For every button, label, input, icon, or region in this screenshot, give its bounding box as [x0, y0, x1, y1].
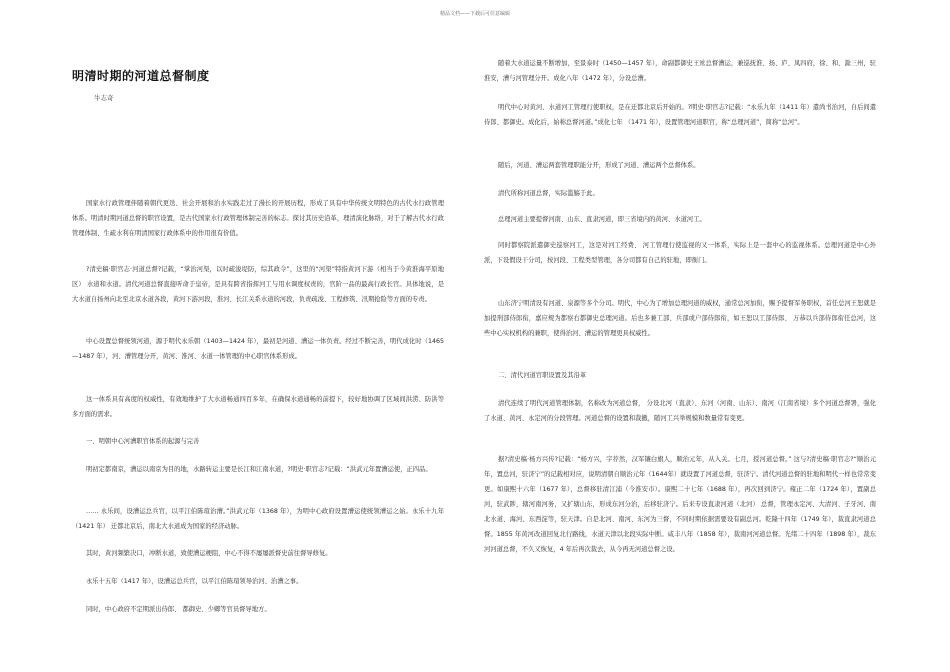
paragraph-yongle: …… 永乐间，设漕运总兵官，以平江伯陈瑄治漕。”洪武元年（1368 年），为明中心政府设置漕运使统领漕运之始。永乐十九年（1421 年） 迁都北京后，南北大水道成为国家的经济动脉。: [72, 508, 444, 530]
paragraph-yellow-river: 其时，黄河频繁决口，冲断水道，致使漕运梗阻，中心不得不屡屡派督史前往督导修复。: [86, 550, 332, 557]
paragraph-chen-xuan: 永乐十五年（1417 年），设漕运总兵官，以平江伯陈瑄领导治河、治漕之事。: [86, 578, 303, 585]
paragraph-two-systems: 随后，河道、漕运两套管理职能分开，形成了河道、漕运两个总督体系。: [498, 162, 700, 169]
paragraph-jining: 山东济宁明清设有河道、泉源等多个分司。明代，中心为了增加总理河道的威权，通常总河加衔，赐予提督军务职权，首任总河王恕就是加提刑部侍郎衔，嘉应规为都察右都御史总理河道。后也多兼工部、兵部或户部侍郎衔，如王恕以工部侍郎、 万恭以兵部侍郎衔任总河，这些中心实权机构的兼职，使得治河、漕运的管理更具权威性。: [484, 300, 876, 337]
article-author: 牛志奇: [94, 94, 114, 102]
paragraph-yang-fangxing: 据?清史稿·杨方兴传?记载：“杨方兴，字荐然，汉军镶白旗人，顺治元年，从入关。七月，授河道总督。” 这与?清史稿·职官志?“顺治元年，置总河，驻济宁”的记载相对应，说明清朝自顺治元年（1644年）就设置了河道总督，驻济宁。清代河道总督的驻地和明代一样也常常变更。如康熙十六年（1677 年），总督移驻清江浦（今淮安市）。康熙二十七年（1688 年），再次回到济宁。雍正二年（1724 年），置副总河，驻武陟，辖河南河务，又扩辖山东，形成东河分治，后移驻济宁。后来专设直隶河道（北河） 总督，管理永定河、大清河、子牙河、南北水道、海河、东西淀等，驻天津。自是北河、南河、东河为三督，不同时期依据需要设有副总河。乾隆十四年（1749 年），裁直隶河道总督。1855 年黄河改道回复北行路线，水道天津以北段实际中断。咸丰八年（1858 年），裁南河河道总督。光绪二十四年（1898 年），裁东河河道总督，不久又恢复，4 年后再次裁去，从今再无河道总督之设。: [484, 456, 876, 553]
page-header: 精品文档——下载后可任意编辑: [439, 11, 510, 17]
paragraph-qing-origin: 清代所称河道总督，实际滥觞于此。: [498, 190, 599, 197]
paragraph-provinces: 总理河道主要提督河南、山东、直隶河道，即三省境内的黄河、水道河工。: [498, 216, 706, 223]
paragraph-ming-history: 明代中心对黄河、水道河工管理行使职权，是在迁都北京后开始的。?明史·职官志?记载：“永乐九年（1411 年）遣尚书治河，自后间遣侍郎、都御史。成化后，始称总督河道。”成化七年 （1471 年），设置管理河道职官，称“总理河道”，简称“总河”。: [484, 104, 876, 126]
paragraph-ming-capital: 明初定都南京，漕运以南京为目的地，水路转运主要是长江和江南水道，?明史·职官志?记载：“洪武元年置漕运使，正四品。: [86, 466, 432, 473]
paragraph-officials: 同时，中心政府不定期派出侍郎、 都御史、少卿等官员督导地方。: [86, 606, 271, 613]
section-heading-2: 二、清代河道官职设置及其沿革: [498, 372, 587, 379]
paragraph-qing-system: 清代连续了明代河道管理体制，名称改为河道总督， 分设北河（直隶）、东河（河南、山东）、南河（江南省境）多个河道总督署，强化了水道、黄河、永定河的分段管理。河道总督的设置和裁撤，随河工兴举规模和数量常有变更。: [484, 400, 876, 422]
paragraph-jingtai: 随着大水道运量不断增加，至景泰时（1450—1457 年），命副都御史王竑总督漕运，兼巡抚淮、扬、庐、凤四府，徐、和、滁三州，驻淮安，漕与河管理分开。成化八年（1472 年），分设总漕。: [484, 60, 876, 82]
paragraph-censor: 同时都察院派遣御史巡察河工，这是对河工经费、 河工管理行使监视的又一体系，实际上是一套中心的监视体系。总理河道是中心外派，下设假设干分司，按河段、工程类型管理，各分司都有自己的驻地，即衙门。: [484, 242, 876, 264]
paragraph-origin: 中心设置总督统领河道，源于明代永乐朝（1403—1424 年），最初是河道、漕运一体负责。经过不断完善，明代成化时（1465—1487 年），河、漕管理分开，黄河、淮河、水道一体管理的中心职官体系形成。: [72, 338, 444, 360]
paragraph-qingshigao: ?清史稿·职官志·河道总督?记载，“掌治河渠，以时疏浚堤防，综其政令”，这里的“河渠”特指黄河下游（相当于今黄淮海平原地区） 水道和水道。清代河道总督直接听命于皇帝，是具有跨省指挥河工与用水调度权责的，官阶一品的最高行政长官。具体地说，是大水道自扬州向北至北京水道各段，黄河下游河段，淮河、长江关系水道的河段，负责疏浚、工程修筑、汛期抢险等方面的专责。: [72, 266, 444, 303]
paragraph-intro: 国家水行政管理伴随着朝代更迭、社会开展和治水实践走过了漫长的开展历程，形成了具有中华传统文明特色的古代水行政管理体系。明清时期河道总督的职官设置，是古代国家水行政管理体制完善的标志。探讨其历史沿革，理清演化脉络，对于了解古代水行政管理体制、生疏水利在明清国家行政体系中的作用很有价值。: [72, 200, 444, 237]
article-title: 明清时期的河道总督制度: [72, 69, 210, 83]
paragraph-authority: 这一体系具有高度的权威性，有效地维护了大水道畅通四百多年，在确保水道通畅的前提下，较好地协调了区域间洪涝、防洪等多方面的需求。: [72, 396, 444, 418]
section-heading-1: 一、明朝中心河漕职官体系的起源与完善: [86, 438, 200, 445]
